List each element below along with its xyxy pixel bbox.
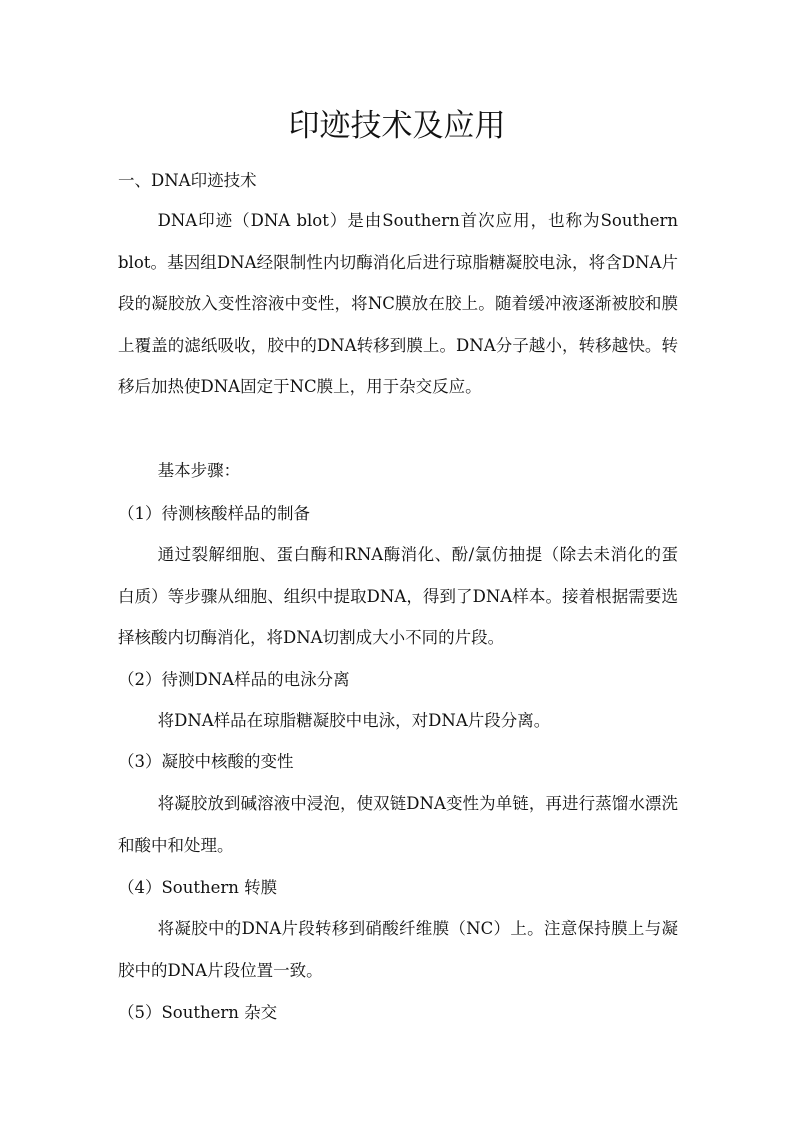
step-2-body: 将DNA样品在琼脂糖凝胶中电泳，对DNA片段分离。 (157, 711, 551, 730)
steps-label: 基本步骤： (157, 461, 241, 480)
step-3-body: 将凝胶放到碱溶液中浸泡，使双链DNA变性为单链，再进行蒸馏水漂洗和酸中和处理。 (118, 794, 678, 855)
step-2-heading: （2）待测DNA样品的电泳分离 (118, 670, 350, 689)
intro-paragraph: DNA印迹（DNA blot）是由Southern首次应用，也称为Southern blot。基因组DNA经限制性内切酶消化后进行琼脂糖凝胶电泳，将含DNA片段的凝胶放入变性溶液中变性，将NC膜放在胶上。随着缓冲液逐渐被胶和膜上覆盖的滤纸吸收，胶中的DNA转移到膜上。DNA分子越小，转移越快。转移后加热使DNA固定于NC膜上，用于杂交反应。 (118, 211, 678, 397)
step-4-body: 将凝胶中的DNA片段转移到硝酸纤维膜（NC）上。注意保持膜上与凝胶中的DNA片段位置一致。 (118, 919, 678, 980)
step-1-heading: （1）待测核酸样品的制备 (118, 504, 310, 523)
document-title: 印迹技术及应用 (288, 108, 506, 144)
step-5-heading: （5）Southern 杂交 (118, 1003, 278, 1022)
section-heading-dna-blot: 一、DNA印迹技术 (118, 171, 257, 190)
step-1-body: 通过裂解细胞、蛋白酶和RNA酶消化、酚/氯仿抽提（除去未消化的蛋白质）等步骤从细胞、组织中提取DNA，得到了DNA样本。接着根据需要选择核酸内切酶消化，将DNA切割成大小不同的片段。 (118, 545, 678, 648)
step-4-heading: （4）Southern 转膜 (118, 878, 278, 897)
step-3-heading: （3）凝胶中核酸的变性 (118, 752, 294, 771)
